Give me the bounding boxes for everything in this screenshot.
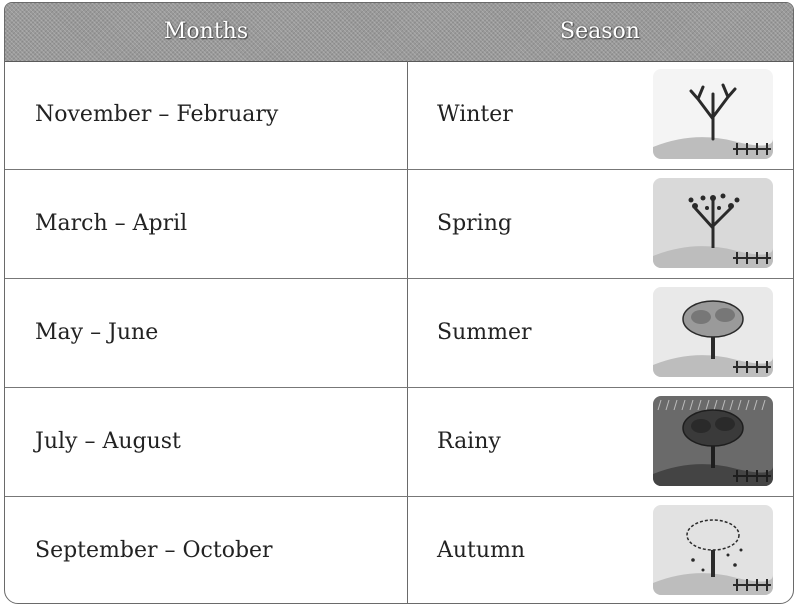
season-cell: Spring: [437, 211, 512, 236]
season-cell: Summer: [437, 320, 532, 345]
months-cell: July – August: [35, 429, 181, 454]
rainy-tree-icon: [653, 396, 773, 486]
table-row: [5, 61, 793, 170]
header-months: Months: [163, 19, 249, 44]
summer-tree-icon: [653, 287, 773, 377]
months-cell: March – April: [35, 211, 188, 236]
header-season: Season: [560, 19, 640, 44]
table-row: [5, 279, 793, 388]
table-row: [5, 497, 793, 604]
winter-tree-icon: [653, 69, 773, 159]
season-cell: Rainy: [437, 429, 501, 454]
table-row: [5, 388, 793, 497]
season-cell: Winter: [437, 102, 513, 127]
autumn-tree-icon: [653, 505, 773, 595]
months-cell: September – October: [35, 538, 273, 563]
months-cell: November – February: [35, 102, 279, 127]
months-cell: May – June: [35, 320, 159, 345]
table-header: [5, 3, 793, 62]
season-cell: Autumn: [437, 538, 526, 563]
spring-tree-icon: [653, 178, 773, 268]
table-row: [5, 170, 793, 279]
seasons-table: [4, 2, 794, 604]
